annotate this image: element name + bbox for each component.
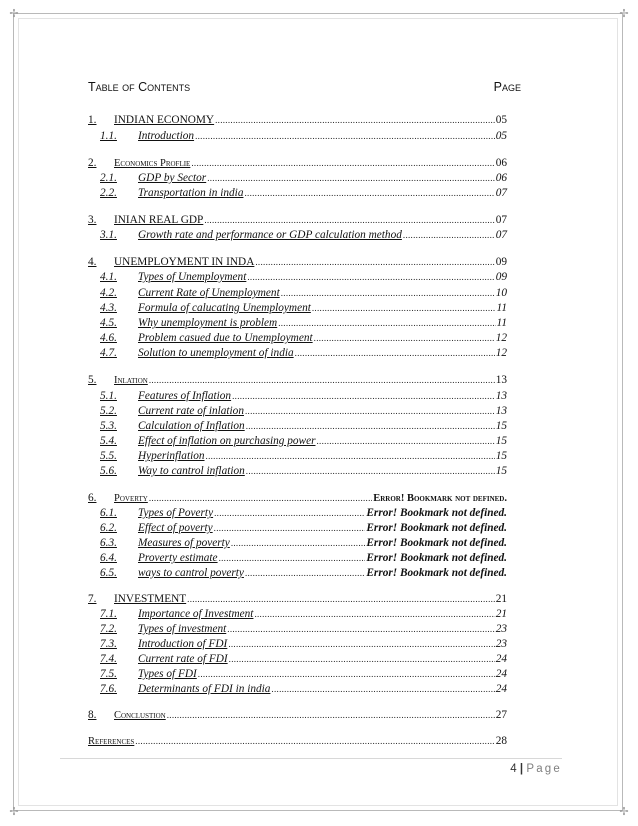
toc-entry[interactable]	[100, 418, 507, 432]
toc-entry[interactable]	[100, 403, 507, 417]
toc-entry[interactable]	[100, 315, 507, 329]
toc-entry-number: 5.2.	[100, 405, 117, 417]
toc-entry-title: INIAN REAL GDP	[114, 214, 204, 226]
toc-entry-title: Current Rate of Unemployment	[138, 287, 280, 299]
toc-entry-page: 13	[495, 390, 507, 402]
toc-entry-page: 23	[495, 623, 507, 635]
toc-leader-dots	[245, 405, 495, 417]
toc-leader-dots	[246, 465, 495, 477]
toc-entry-title: Proverty estimate	[138, 552, 218, 564]
toc-entry-page: Error! Bookmark not defined.	[366, 537, 507, 549]
toc-entry[interactable]	[100, 666, 507, 680]
toc-entry-page: 09	[495, 256, 507, 268]
toc-entry[interactable]	[100, 128, 507, 142]
toc-entry-title: Current rate of FDI	[138, 653, 228, 665]
toc-entry-page: Error! Bookmark not defined.	[366, 522, 507, 534]
toc-entry-page: 09	[495, 271, 507, 283]
toc-entry-number: 7.2.	[100, 623, 117, 635]
toc-entry-number: 5.4.	[100, 435, 117, 447]
toc-entry-title: Current rate of inlation	[138, 405, 244, 417]
toc-entry-number: 4.1.	[100, 271, 117, 283]
toc-entry[interactable]	[88, 212, 507, 226]
toc-entry-page: 07	[495, 229, 507, 241]
toc-entry[interactable]	[100, 621, 507, 635]
corner-ornament-icon: ✢	[619, 7, 629, 20]
toc-entry-page: 12	[495, 347, 507, 359]
toc-leader-dots	[403, 229, 495, 241]
toc-entry-title: Calculation of Inflation	[138, 420, 245, 432]
toc-entry-number: 6.2.	[100, 522, 117, 534]
toc-entry-number: 1.1.	[100, 130, 117, 142]
toc-entry[interactable]	[88, 733, 507, 747]
toc-entry-title: Growth rate and performance or GDP calculation method	[138, 229, 402, 241]
toc-entry-page: 13	[495, 374, 507, 386]
toc-leader-dots	[135, 735, 494, 747]
toc-entry[interactable]	[88, 591, 507, 605]
toc-entry-title: Economics Proflie	[114, 158, 191, 169]
toc-entry-page: Error! Bookmark not defined.	[366, 507, 507, 519]
toc-leader-dots	[149, 374, 495, 386]
toc-entry[interactable]	[100, 505, 507, 519]
toc-entry-page: 05	[495, 114, 507, 126]
toc-entry-title: ways to cantrol poverty	[138, 567, 244, 579]
toc-leader-dots	[198, 668, 495, 680]
toc-entry-number: 4.2.	[100, 287, 117, 299]
toc-entry-page: 28	[495, 735, 507, 747]
corner-ornament-icon: ✢	[9, 7, 19, 20]
toc-entry[interactable]	[88, 112, 507, 126]
toc-entry-title: Way to cantrol inflation	[138, 465, 245, 477]
toc-entry-number: 5.5.	[100, 450, 117, 462]
toc-entry-number: 2.2.	[100, 187, 117, 199]
toc-entry-number: 3.	[88, 214, 97, 226]
toc-entry-number: 5.3.	[100, 420, 117, 432]
toc-entry[interactable]	[100, 535, 507, 549]
toc-entry-title: INVESTMENT	[114, 593, 187, 605]
toc-entry-title: Types of Poverty	[138, 507, 214, 519]
toc-entry[interactable]	[100, 227, 507, 241]
toc-entry[interactable]	[100, 550, 507, 564]
toc-entry-title: Measures of poverty	[138, 537, 230, 549]
toc-leader-dots	[247, 271, 494, 283]
toc-entry[interactable]	[100, 565, 507, 579]
toc-entry[interactable]	[88, 254, 507, 268]
toc-entry-title: Transportation in india	[138, 187, 244, 199]
page-footer	[510, 763, 562, 775]
toc-leader-dots	[149, 492, 372, 504]
toc-entry-page: 10	[495, 287, 507, 299]
toc-entry-title: Features of Inflation	[138, 390, 232, 402]
toc-entry-title: Introduction	[138, 130, 195, 142]
toc-entry-page: 24	[495, 683, 507, 695]
toc-entry-page: 07	[495, 187, 507, 199]
toc-entry[interactable]	[100, 433, 507, 447]
toc-leader-dots	[295, 347, 495, 359]
toc-entry-page: 11	[496, 317, 507, 329]
toc-entry-page: 05	[495, 130, 507, 142]
toc-leader-dots	[244, 187, 494, 199]
toc-entry-page: 13	[495, 405, 507, 417]
footer-divider	[60, 758, 562, 759]
toc-entry[interactable]	[88, 155, 507, 169]
toc-entry-number: 7.	[88, 593, 97, 605]
toc-leader-dots	[231, 537, 366, 549]
toc-entry-title: Poverty	[114, 493, 148, 504]
toc-entry[interactable]	[100, 330, 507, 344]
toc-leader-dots	[228, 638, 494, 650]
toc-entry-number: 1.	[88, 114, 97, 126]
toc-leader-dots	[207, 172, 495, 184]
toc-leader-dots	[312, 302, 496, 314]
corner-ornament-icon: ✢	[9, 805, 19, 818]
toc-entry-page: 24	[495, 653, 507, 665]
toc-entry-title: References	[88, 736, 135, 747]
toc-entry-number: 6.	[88, 492, 97, 504]
toc-entry-number: 4.6.	[100, 332, 117, 344]
toc-entry-number: 7.5.	[100, 668, 117, 680]
toc-entry-page: Error! Bookmark not defined.	[373, 493, 507, 504]
toc-entry[interactable]	[88, 707, 507, 721]
toc-entry-title: Problem casued due to Unemployment	[138, 332, 313, 344]
toc-entry-number: 5.1.	[100, 390, 117, 402]
toc-entry-title: Hyperinflation	[138, 450, 205, 462]
toc-leader-dots	[206, 450, 495, 462]
toc-leader-dots	[229, 653, 495, 665]
toc-entry-page: 15	[495, 420, 507, 432]
footer-page-word: Page	[526, 763, 562, 775]
corner-ornament-icon: ✢	[619, 805, 629, 818]
toc-entry-number: 5.6.	[100, 465, 117, 477]
toc-entry-number: 7.3.	[100, 638, 117, 650]
toc-entry-page: Error! Bookmark not defined.	[366, 567, 507, 579]
toc-leader-dots	[232, 390, 495, 402]
toc-entry-title: Effect of poverty	[138, 522, 213, 534]
toc-entry-number: 7.4.	[100, 653, 117, 665]
toc-entry-number: 4.5.	[100, 317, 117, 329]
toc-entry-page: 15	[495, 450, 507, 462]
toc-leader-dots	[246, 420, 495, 432]
toc-entry[interactable]	[100, 520, 507, 534]
toc-entry[interactable]	[88, 372, 507, 386]
toc-entry-page: 23	[495, 638, 507, 650]
toc-entry-title: Inlation	[114, 375, 148, 386]
toc-entry-number: 6.1.	[100, 507, 117, 519]
toc-entry-title: Effect of inflation on purchasing power	[138, 435, 316, 447]
toc-leader-dots	[219, 552, 366, 564]
toc-page-label: Page	[493, 80, 521, 94]
toc-entry-page: 27	[495, 709, 507, 721]
toc-entry[interactable]	[88, 490, 507, 504]
toc-entry-title: Types of Unemployment	[138, 271, 247, 283]
toc-entry[interactable]	[100, 388, 507, 402]
toc-leader-dots	[227, 623, 494, 635]
toc-leader-dots	[191, 157, 494, 169]
toc-leader-dots	[278, 317, 495, 329]
toc-entry[interactable]	[100, 606, 507, 620]
toc-leader-dots	[187, 593, 495, 605]
toc-leader-dots	[254, 608, 494, 620]
toc-entry[interactable]	[100, 681, 507, 695]
toc-entry-number: 6.5.	[100, 567, 117, 579]
toc-leader-dots	[204, 214, 494, 226]
toc-entry[interactable]	[100, 448, 507, 462]
toc-entry[interactable]	[100, 345, 507, 359]
toc-entry[interactable]	[100, 636, 507, 650]
toc-entry-title: Conclustion	[114, 710, 166, 721]
toc-entry[interactable]	[100, 185, 507, 199]
toc-entry-number: 6.3.	[100, 537, 117, 549]
toc-entry-page: 06	[495, 157, 507, 169]
toc-entry-title: Importance of Investment	[138, 608, 254, 620]
toc-entry-title: UNEMPLOYMENT IN INDA	[114, 256, 255, 268]
toc-entry[interactable]	[100, 170, 507, 184]
toc-entry-title: GDP by Sector	[138, 172, 207, 184]
toc-entry-title: Determinants of FDI in india	[138, 683, 271, 695]
toc-entry[interactable]	[100, 300, 507, 314]
toc-leader-dots	[317, 435, 495, 447]
toc-entry-number: 7.1.	[100, 608, 117, 620]
toc-entry-number: 4.7.	[100, 347, 117, 359]
toc-entry-title: Types of investment	[138, 623, 227, 635]
toc-entry-number: 2.1.	[100, 172, 117, 184]
toc-entry-number: 7.6.	[100, 683, 117, 695]
toc-entry-number: 4.3.	[100, 302, 117, 314]
toc-entry-page: 11	[496, 302, 507, 314]
toc-entry-title: Why unemployment is problem	[138, 317, 278, 329]
toc-leader-dots	[214, 507, 365, 519]
toc-leader-dots	[255, 256, 494, 268]
toc-entry-page: 12	[495, 332, 507, 344]
toc-entry-page: 06	[495, 172, 507, 184]
toc-entry[interactable]	[100, 269, 507, 283]
toc-entry-page: 24	[495, 668, 507, 680]
toc-leader-dots	[271, 683, 494, 695]
footer-separator: |	[519, 763, 524, 775]
toc-leader-dots	[167, 709, 495, 721]
toc-entry-number: 4.	[88, 256, 97, 268]
footer-page-number: 4	[510, 763, 517, 775]
toc-entry[interactable]	[100, 285, 507, 299]
toc-entry-number: 3.1.	[100, 229, 117, 241]
toc-entry-page: 21	[495, 593, 507, 605]
toc-entry-title: INDIAN ECONOMY	[114, 114, 215, 126]
toc-entry-page: Error! Bookmark not defined.	[366, 552, 507, 564]
toc-entry-title: Types of FDI	[138, 668, 197, 680]
toc-entry-number: 6.4.	[100, 552, 117, 564]
toc-leader-dots	[214, 522, 366, 534]
toc-entry-title: Introduction of FDI	[138, 638, 228, 650]
toc-entry-page: 15	[495, 465, 507, 477]
toc-entry-page: 15	[495, 435, 507, 447]
toc-header	[88, 80, 521, 96]
toc-entry-page: 21	[495, 608, 507, 620]
toc-leader-dots	[215, 114, 495, 126]
toc-title: Table of Contents	[88, 80, 191, 94]
toc-leader-dots	[281, 287, 495, 299]
toc-entry-page: 07	[495, 214, 507, 226]
toc-entry-number: 2.	[88, 157, 97, 169]
toc-entry-number: 5.	[88, 374, 97, 386]
toc-leader-dots	[195, 130, 495, 142]
toc-entry-title: Solution to unemployment of india	[138, 347, 294, 359]
toc-leader-dots	[245, 567, 365, 579]
toc-entry[interactable]	[100, 463, 507, 477]
toc-entry-title: Formula of calucating Unemployment	[138, 302, 311, 314]
toc-leader-dots	[314, 332, 495, 344]
toc-entry-number: 8.	[88, 709, 97, 721]
toc-entry[interactable]	[100, 651, 507, 665]
